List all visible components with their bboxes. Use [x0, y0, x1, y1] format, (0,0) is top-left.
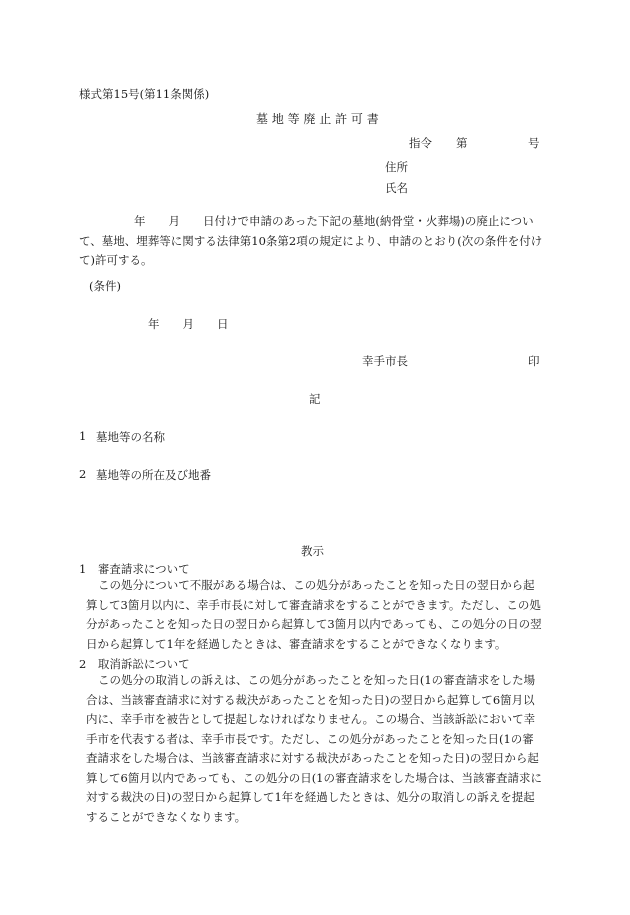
- section-line: 手市を代表する者は、幸手市長です。ただし、この処分があったことを知った日(1の審: [86, 731, 534, 746]
- notice-title: 教示: [301, 544, 324, 558]
- body-line: て、墓地、埋葬等に関する法律第10条第2項の規定により、申請のとおり(次の条件を付け: [79, 233, 543, 248]
- directive-dai: 第: [456, 136, 468, 150]
- section-line: 対する裁決の日)の翌日から起算して1年を経過したときは、処分の取消しの訴えを提起: [86, 790, 535, 804]
- item-label-cemetery-location: 墓地等の所在及び地番: [96, 468, 211, 482]
- section-line: この処分の取消しの訴えは、この処分があったことを知った日(1の審査請求をした場: [98, 673, 536, 687]
- address-label: 住所: [385, 160, 408, 174]
- section-line: 合は、当該審査請求に対する裁決があったことを知った日)の翌日から起算して6箇月以: [86, 692, 535, 707]
- directive-label: 指令: [409, 136, 432, 150]
- section-line: 内に、幸手市を被告として提起しなければなりません。この場合、当該訴訟において幸: [86, 712, 536, 726]
- ki-heading: 記: [309, 392, 321, 406]
- section-line: 算して6箇月以内であっても、この処分の日(1の審査請求をした場合は、当該審査請求に: [86, 770, 543, 785]
- section-line: することができなくなります。: [86, 809, 247, 824]
- mayor-title: 幸手市長: [362, 354, 408, 368]
- item-label-cemetery-name: 墓地等の名称: [96, 430, 165, 444]
- section-heading: 1 審査請求について: [79, 562, 190, 576]
- form-id: 様式第15号(第11条関係): [79, 87, 210, 101]
- section-line: 分があったことを知った日の翌日から起算して3箇月以内であっても、この処分の日の翌: [86, 617, 542, 631]
- conditions-label: (条件): [89, 279, 121, 293]
- item-number: 1: [79, 429, 87, 443]
- section-line: 日から起算して1年を経過したときは、審査請求をすることができなくなります。: [86, 636, 507, 651]
- body-line: 年 月 日付けで申請のあった下記の墓地(納骨堂・火葬場)の廃止につい: [134, 214, 534, 228]
- item-number: 2: [79, 467, 87, 481]
- directive-go: 号: [528, 136, 540, 150]
- section-body: [86, 576, 556, 654]
- name-label: 氏名: [385, 181, 408, 195]
- issue-date: 年 月 日: [148, 317, 229, 331]
- section-line: 査請求をした場合は、当該審査請求に対する裁決があったことを知った日)の翌日から起: [86, 751, 539, 765]
- section-body: [86, 671, 556, 827]
- section-line: 算して3箇月以内に、幸手市長に対して審査請求をすることができます。ただし、この処: [86, 597, 541, 612]
- document-title: 墓 地 等 廃 止 許 可 書: [256, 112, 379, 126]
- section-line: この処分について不服がある場合は、この処分があったことを知った日の翌日から起: [98, 578, 535, 592]
- section-heading: 2 取消訴訟について: [79, 657, 190, 671]
- seal-mark: 印: [528, 354, 540, 368]
- body-line: て)許可する。: [79, 253, 153, 267]
- permit-body: [79, 212, 559, 271]
